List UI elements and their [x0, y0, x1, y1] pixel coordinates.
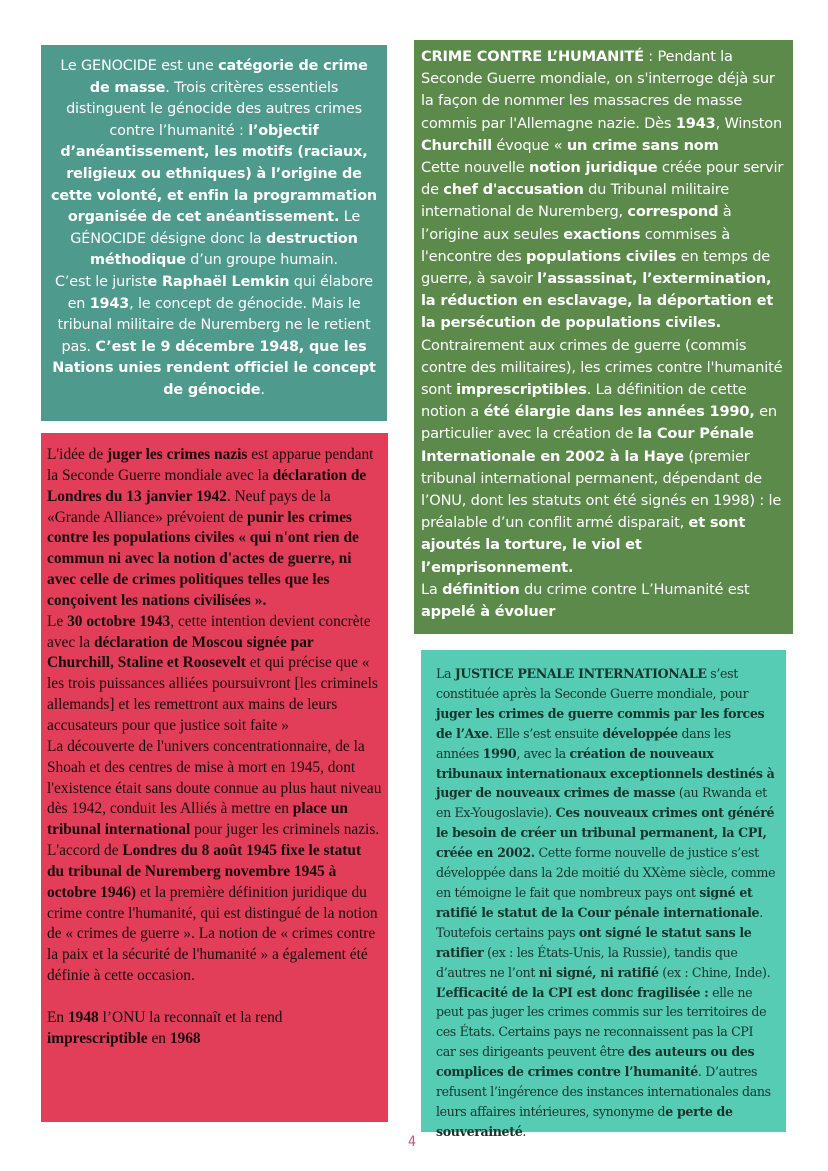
bold-text-run: catégorie de crime de masse [89, 58, 368, 96]
bold-text-run: juger les crimes de guerre commis par les forces de l’Axe [436, 705, 765, 741]
bold-text-run: CRIME CONTRE L’HUMANITÉ [421, 48, 644, 65]
bold-text-run: Londres du 8 août 1945 fixe le statut du tribunal de Nuremberg novembre 1945 à octobre 1946) [47, 842, 362, 901]
bold-text-run: création de nouveaux tribunaux internationaux exceptionnels destinés à juger de nouveaux crimes de masse [436, 745, 775, 801]
text-run: pour juger les criminels nazis. L'accord de [47, 821, 380, 860]
text-run: , le concept de génocide. Mais le tribunal militaire de Nuremberg ne le retient pas. [57, 295, 371, 355]
text-run: et la première définition juridique du crime contre l'humanité, qui est distingué de la notion de « crimes de guerre ». La notion de « crimes contre la paix et la sécurité de l'humanité » a également été définie à cette occasion. [47, 883, 378, 985]
bold-text-run: définition [442, 580, 520, 598]
text-run: (premier tribunal international permanent, dépendant de l’ONU, dont les statuts ont été signés en 1998) : le préalable d’un conflit armé disparait, [421, 447, 782, 532]
text-run: . Trois critères essentiels distinguent le génocide des autres crimes contre l’humanité : [66, 79, 362, 139]
text-run: L'idée de [47, 446, 108, 463]
text-run: qui élabore en [67, 273, 373, 312]
text-run: : Pendant la Seconde Guerre mondiale, on s'interroge déjà sur la façon de nommer les massacres de masse commis par l'Allemagne nazie. Dès [421, 48, 775, 132]
bold-text-run: ni signé, ni ratifié [538, 964, 659, 980]
bold-text-run: JUSTICE PENALE INTERNATIONALE [454, 666, 707, 681]
text-run: , Winston [715, 114, 783, 132]
bold-text-run: 1943 [89, 295, 130, 312]
text-run: (ex : les États-Unis, la Russie), tandis que d’autres ne l’ont [436, 944, 738, 980]
bold-text-run: des auteurs ou des complices de crimes contre l’humanité [436, 1044, 755, 1080]
bold-text-run: imprescriptibles [456, 381, 587, 399]
bold-text-run: juger les crimes nazis [107, 446, 248, 463]
text-run: évoque « [491, 136, 567, 154]
text-run: en particulier avec la création de [421, 403, 777, 443]
text-run: . Elle s’est ensuite [488, 725, 603, 741]
text-run: (au Rwanda et en Ex-Yougoslavie). [436, 785, 767, 821]
text-run: Le GENOCIDE est une [60, 58, 219, 74]
text-run: commises à l'encontre des [421, 225, 730, 265]
page-number: 4 [408, 1134, 417, 1150]
text-run: Cette forme nouvelle de justice s’est développée dans la 2de moitié du XXème siècle, comme en témoigne le fait que nombreux pays ont [436, 845, 776, 900]
bold-text-run: Churchill [421, 136, 492, 154]
bold-text-run: notion juridique [529, 159, 658, 177]
text-run: du crime contre L’Humanité est [519, 580, 750, 598]
text-run: . Neuf pays de la «Grande Alliance» prévoient de [47, 487, 331, 526]
bold-text-run: destruction méthodique [90, 230, 358, 269]
text-run: , avec la [516, 745, 570, 761]
bold-text-run: correspond [627, 203, 719, 221]
bold-text-run: place un tribunal international [47, 800, 348, 839]
bold-text-run: un crime sans nom [566, 136, 719, 154]
genocide-definition-box [41, 45, 387, 421]
text-run: dans les années [436, 725, 731, 761]
international-criminal-justice-box [421, 650, 786, 1139]
text-run: (ex : Chine, Inde). [658, 964, 771, 980]
bold-text-run: e Raphaël Lemkin [147, 273, 290, 290]
text-run: et qui précise que « les trois puissances alliées poursuivront [les criminels allemands] et les remettront aux mains de leurs accusateurs pour que justice soit faite » [47, 654, 378, 734]
text-run: d’un groupe humain. [185, 252, 338, 269]
bold-text-run: chef d'accusation [443, 181, 584, 199]
text-run: Cette nouvelle [421, 159, 529, 177]
text-run: La [436, 666, 455, 681]
bold-text-run: Ces nouveaux crimes ont généré le besoin de créer un tribunal permanent, la CPI, créée en 2002. [436, 805, 775, 861]
text-run: l’ONU la reconnaît et la rend [98, 1008, 283, 1026]
text-run: créée pour servir de [421, 159, 784, 199]
text-run: La [421, 580, 443, 598]
bold-text-run: C’est le 9 décembre 1948, que les Nations unies rendent officiel le concept de génocide [52, 338, 376, 398]
bold-text-run: déclaration de Londres du 13 janvier 1942 [47, 466, 367, 505]
text-run: elle ne peut pas juger les crimes commis sur les territoires de ces États. Certains pays ne reconnaissent pas la CPI car ses dirigeants peuvent être [436, 984, 767, 1060]
bold-text-run: appelé à évoluer [421, 603, 556, 621]
bold-text-run: 1968 [169, 1029, 201, 1047]
bold-text-run: déclaration de Moscou signée par Churchill, Staline et Roosevelt [47, 633, 314, 672]
bold-text-run: e perte de souveraineté [436, 1103, 733, 1139]
text-run: La découverte de l'univers concentrationnaire, de la Shoah et des centres de mise à mort en 1945, dont l'existence était sans doute connue au plus haut niveau dès 1942, conduit les Alliés à mettre en [47, 737, 382, 818]
text-run: . D’autres refusent l’ingérence des instances internationales dans leurs affaires intérieures, synonyme d [436, 1064, 771, 1119]
text-run: s’est constituée après la Seconde Guerre mondiale, pour [436, 666, 749, 701]
text-run: Le [47, 612, 68, 630]
text-run: à l’origine aux seules [421, 203, 732, 243]
text-run: Le GÉNOCIDE désigne donc la [70, 209, 361, 247]
bold-text-run: populations civiles [526, 247, 677, 265]
text-run: , cette intention devient concrète avec la [47, 612, 371, 651]
bold-text-run: imprescriptible [47, 1029, 148, 1047]
text-run: en temps de guerre, à savoir [421, 247, 771, 288]
bold-text-run: l’assassinat, l’extermination, la réduction en esclavage, la déportation et la persécution de populations civiles. [421, 270, 774, 332]
text-run: . [260, 381, 265, 398]
bold-text-run: 30 octobre 1943 [67, 612, 171, 630]
bold-text-run: l’objectif d’anéantissement, les motifs (raciaux, religieux ou ethniques) à l’origine de cette volonté, et enfin la programmation organisée de cet anéantissement. [50, 122, 378, 226]
text-run: . La définition de cette notion a [421, 381, 747, 421]
bold-text-run: punir les crimes contre les populations civiles « qui n'ont rien de commun ni avec la notion d'actes de guerre, ni avec celle de crimes politiques telles que les conçoivent les nations civilisées ». [47, 508, 359, 609]
bold-text-run: la Cour Pénale Internationale en 2002 à la Haye [421, 425, 754, 465]
bold-text-run: et sont ajoutés la torture, le viol et l’emprisonnement. [421, 514, 746, 576]
bold-text-run: développée [602, 725, 678, 741]
text-run: . Toutefois certains pays [436, 904, 763, 940]
bold-text-run: L’efficacité de la CPI est donc fragilisée : [436, 984, 709, 1000]
text-run: est apparue pendant la Seconde Guerre mondiale avec la [47, 446, 374, 484]
text-run: Contrairement aux crimes de guerre (commis contre des militaires), les crimes contre l'humanité sont [421, 336, 783, 399]
bold-text-run: signé et ratifié le statut de la Cour pénale internationale [436, 884, 760, 920]
bold-text-run: été élargie dans les années 1990, [483, 403, 755, 421]
text-run: C’est le jurist [54, 273, 148, 290]
crime-against-humanity-box [414, 40, 793, 634]
text-run: En [47, 1008, 68, 1026]
bold-text-run: ont signé le statut sans le ratifier [436, 924, 752, 960]
nuremberg-history-box [41, 433, 388, 1122]
text-run: . [522, 1123, 527, 1139]
bold-text-run: 1990 [482, 745, 517, 761]
bold-text-run: exactions [563, 225, 641, 243]
bold-text-run: 1943 [675, 114, 716, 132]
text-run: du Tribunal militaire international de Nuremberg, [421, 181, 730, 221]
text-run: en [147, 1029, 170, 1047]
bold-text-run: 1948 [67, 1008, 99, 1026]
